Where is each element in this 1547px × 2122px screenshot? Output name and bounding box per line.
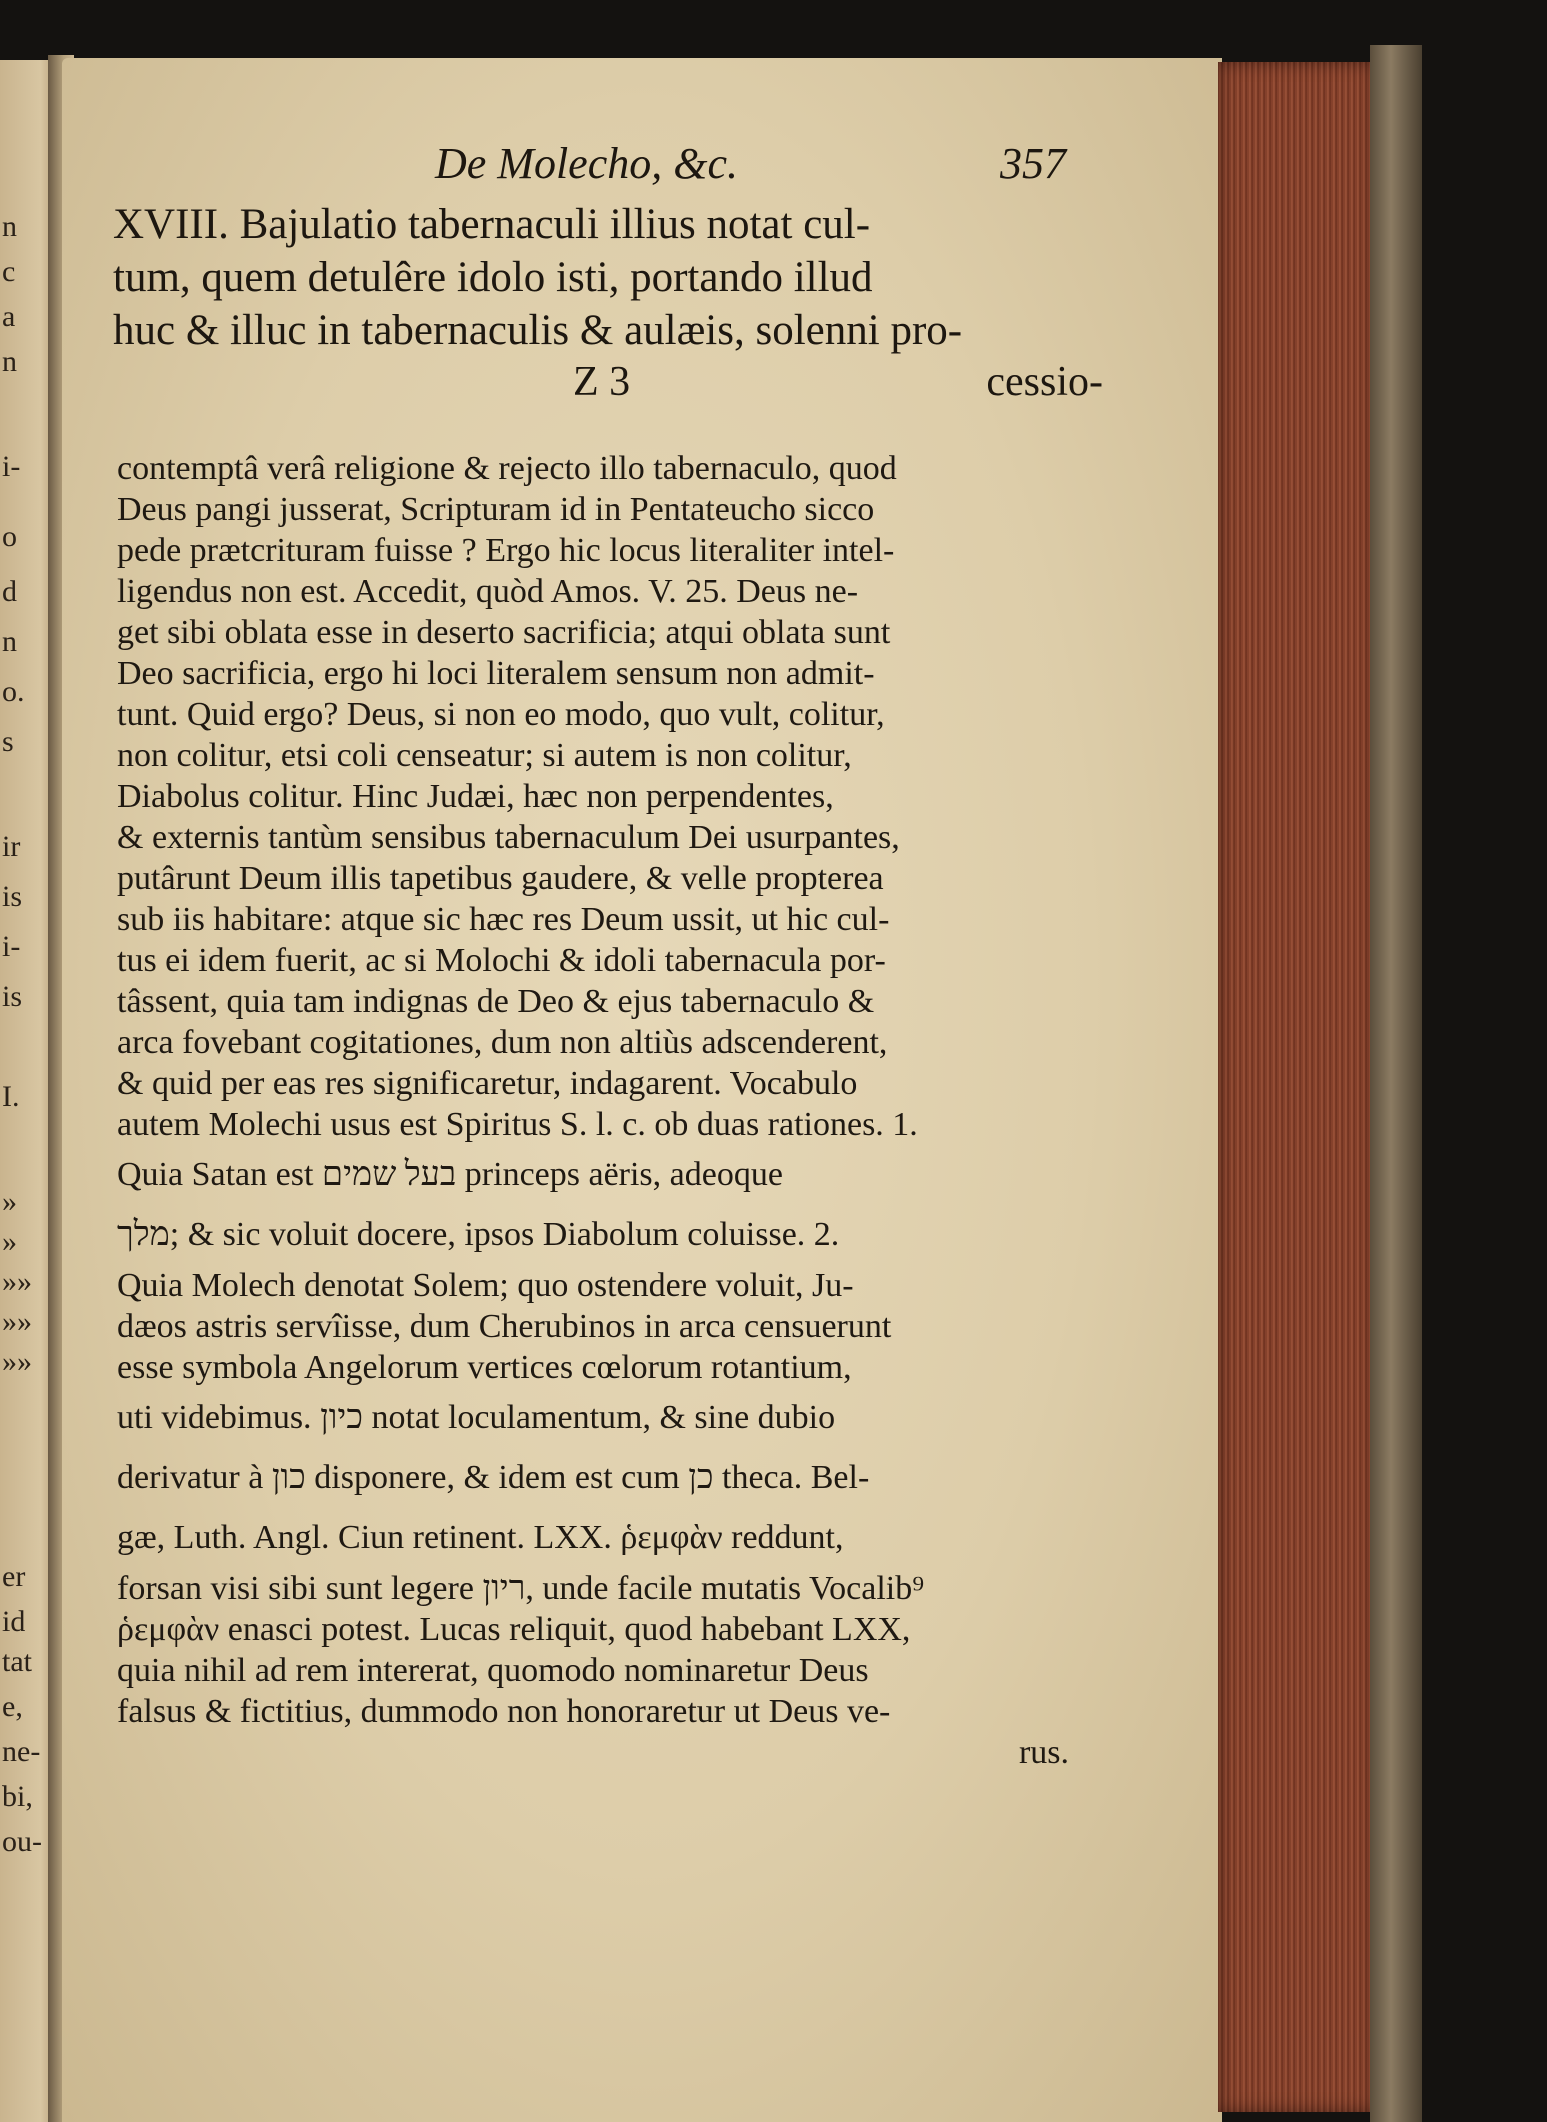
text-line: ῥεμφὰν enasci potest. Lucas reliquit, quod habebant LXX,: [117, 1611, 911, 1648]
text-line: gæ, Luth. Angl. Ciun retinent. LXX. ῥεμφὰν reddunt,: [117, 1519, 844, 1556]
section-opening: [113, 198, 1103, 357]
facing-fragment: i-: [2, 450, 21, 483]
facing-fragment: er: [2, 1560, 26, 1593]
facing-fragment: i-: [2, 930, 21, 963]
text-line: Quia Molech denotat Solem; quo ostendere voluit, Ju-: [117, 1267, 854, 1304]
facing-fragment: a: [2, 300, 16, 333]
text-line: non colitur, etsi coli censeatur; si autem is non colitur,: [117, 737, 852, 774]
facing-fragment: ir: [2, 830, 21, 863]
facing-fragment: n: [2, 345, 17, 378]
text-line: & quid per eas res significaretur, indagarent. Vocabulo: [117, 1065, 858, 1102]
text-line: & externis tantùm sensibus tabernaculum Dei usurpantes,: [117, 819, 900, 856]
text-line: huc & illuc in tabernaculis & aulæis, solenni pro-: [113, 307, 963, 354]
text-line: esse symbola Angelorum vertices cœlorum rotantium,: [117, 1349, 852, 1386]
text-line: forsan visi sibi sunt legere ריון, unde facile mutatis Vocalib⁹: [117, 1570, 925, 1607]
facing-fragment: e,: [2, 1690, 23, 1723]
facing-fragment: id: [2, 1605, 26, 1638]
text-line: tum, quem detulêre idolo isti, portando illud: [113, 254, 873, 301]
text-line: tunt. Quid ergo? Deus, si non eo modo, quo vult, colitur,: [117, 696, 885, 733]
catchword: cessio-: [986, 359, 1103, 405]
text-line: Quia Satan est בעל שמים princeps aëris, adeoque: [117, 1156, 783, 1193]
text-line: Deo sacrificia, ergo hi loci literalem sensum non admit-: [117, 655, 875, 692]
page-fore-edge: [1218, 62, 1376, 2112]
facing-fragment: is: [2, 880, 23, 913]
facing-fragment: n: [2, 625, 17, 658]
facing-fragment: I.: [2, 1080, 20, 1113]
text-line: sub iis habitare: atque sic hæc res Deum ussit, ut hic cul-: [117, 901, 890, 938]
book-cover-board: [1370, 45, 1422, 2122]
running-head: [170, 138, 1110, 194]
text-line: ligendus non est. Accedit, quòd Amos. V. 25. Deus ne-: [117, 573, 859, 610]
text-line: rus.: [1018, 1734, 1069, 1771]
text-line: tus ei idem fuerit, ac si Molochi & idoli tabernacula por-: [117, 942, 886, 979]
text-line: pede prætcrituram fuisse ? Ergo hic locus literaliter intel-: [117, 532, 895, 569]
facing-fragment: »»: [2, 1345, 32, 1378]
text-line: get sibi oblata esse in deserto sacrificia; atqui oblata sunt: [117, 614, 891, 651]
facing-fragment: ou-: [2, 1825, 42, 1858]
facing-fragment: is: [2, 980, 23, 1013]
text-line: uti videbimus. כיון notat loculamentum, & sine dubio: [117, 1399, 836, 1436]
text-line: Deus pangi jusserat, Scripturam id in Pentateucho sicco: [117, 491, 875, 528]
text-line: מלך; & sic voluit docere, ipsos Diabolum coluisse. 2.: [117, 1216, 840, 1253]
text-line: XVIII. Bajulatio tabernaculi illius notat cul-: [113, 201, 871, 248]
page-number: 357: [1000, 139, 1066, 188]
facing-fragment: »: [2, 1185, 17, 1218]
facing-fragment: c: [2, 255, 16, 288]
text-line: Diabolus colitur. Hinc Judæi, hæc non perpendentes,: [117, 778, 834, 815]
facing-fragment: »: [2, 1225, 17, 1258]
facing-fragment: »»: [2, 1305, 32, 1338]
facing-fragment: o: [2, 520, 17, 553]
text-line: dæos astris servîisse, dum Cherubinos in arca censuerunt: [117, 1308, 892, 1345]
body-text: [117, 448, 1077, 1773]
facing-fragment: tat: [2, 1645, 32, 1678]
facing-fragment: »»: [2, 1265, 32, 1298]
facing-fragment: d: [2, 575, 17, 608]
signature-mark: Z 3: [573, 359, 631, 405]
text-line: tâssent, quia tam indignas de Deo & ejus tabernaculo &: [117, 983, 875, 1020]
signature-line: [113, 358, 1103, 412]
facing-fragment: s: [2, 725, 14, 758]
text-line: derivatur à כון disponere, & idem est cum כן theca. Bel-: [117, 1459, 870, 1496]
facing-fragment: ne-: [2, 1735, 41, 1768]
facing-fragment: n: [2, 210, 17, 243]
text-line: quia nihil ad rem intererat, quomodo nominaretur Deus: [117, 1652, 869, 1689]
text-line: arca fovebant cogitationes, dum non altiùs adscenderent,: [117, 1024, 888, 1061]
facing-fragment: o.: [2, 675, 25, 708]
text-line: putârunt Deum illis tapetibus gaudere, & velle propterea: [117, 860, 884, 897]
text-line: falsus & fictitius, dummodo non honoraretur ut Deus ve-: [117, 1693, 891, 1730]
text-line: autem Molechi usus est Spiritus S. l. c. ob duas rationes. 1.: [117, 1106, 918, 1143]
running-title: De Molecho, &c.: [435, 139, 738, 188]
text-line: contemptâ verâ religione & rejecto illo tabernaculo, quod: [117, 450, 897, 487]
facing-fragment: bi,: [2, 1780, 33, 1813]
